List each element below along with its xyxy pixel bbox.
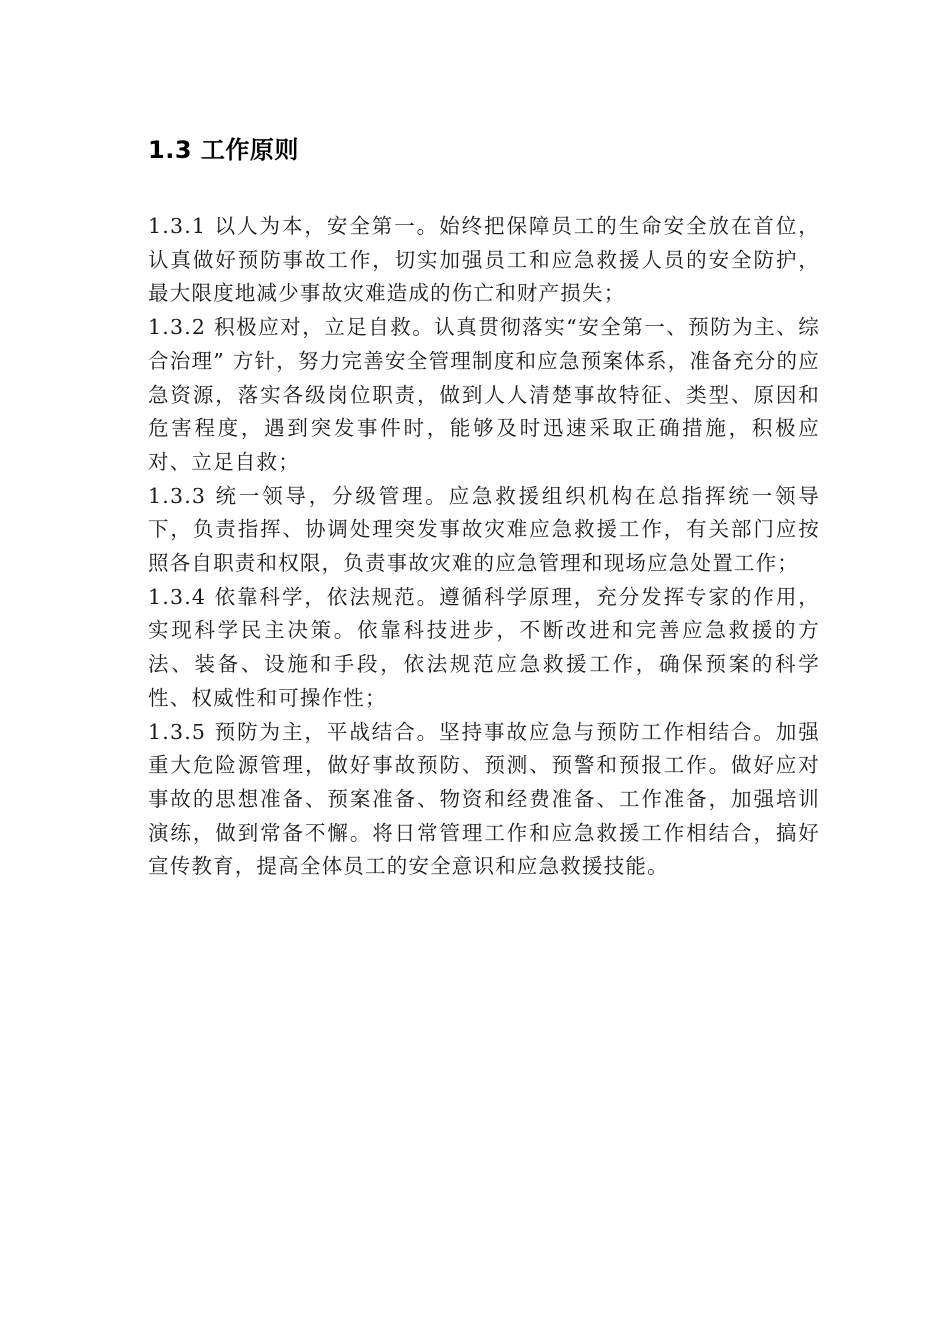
principle-paragraph-5: 1.3.5 预防为主，平战结合。坚持事故应急与预防工作相结合。加强重大危险源管理，做好事故预防、预测、预警和预报工作。做好应对事故的思想准备、预案准备、物资和经费准备、工作准备，加强培训演练，做到常备不懈。将日常管理工作和应急救援工作相结合，搞好宣传教育，提高全体员工的安全意识和应急救援技能。 [148,719,820,879]
principle-paragraph-3: 1.3.3 统一领导，分级管理。应急救援组织机构在总指挥统一领导下，负责指挥、协调处理突发事故灾难应急救援工作，有关部门应按照各自职责和权限，负责事故灾难的应急管理和现场应急处置工作； [148,483,820,576]
section-body [148,210,820,884]
section-heading: 1.3 工作原则 [148,136,299,164]
principle-paragraph-2: 1.3.2 积极应对，立足自救。认真贯彻落实“安全第一、预防为主、综合治理” 方针，努力完善安全管理制度和应急预案体系，准备充分的应急资源，落实各级岗位职责，做到人人清楚事故特征、类型、原因和危害程度，遇到突发事件时，能够及时迅速采取正确措施，积极应对、立足自救； [148,315,820,474]
principle-paragraph-1: 1.3.1 以人为本，安全第一。始终把保障员工的生命安全放在首位，认真做好预防事故工作，切实加强员工和应急救援人员的安全防护，最大限度地减少事故灾难造成的伤亡和财产损失； [148,214,820,306]
principle-paragraph-4: 1.3.4 依靠科学，依法规范。遵循科学原理，充分发挥专家的作用，实现科学民主决策。依靠科技进步，不断改进和完善应急救援的方法、装备、设施和手段，依法规范应急救援工作，确保预案的科学性、权威性和可操作性； [148,584,820,710]
